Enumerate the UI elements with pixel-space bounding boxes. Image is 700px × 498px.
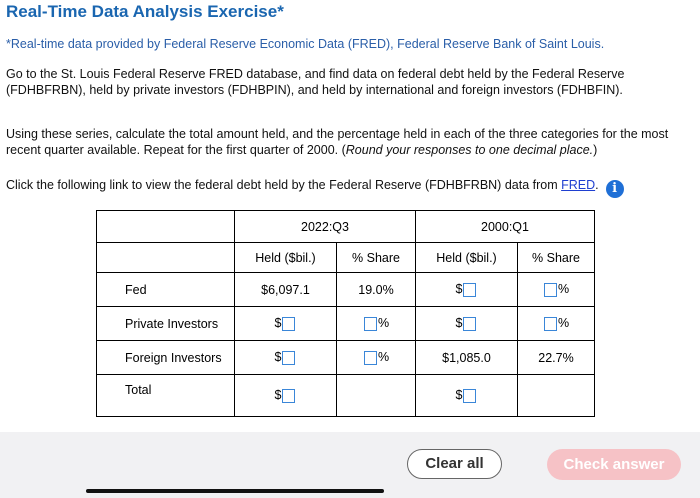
private-share-2000-cell [518,307,595,341]
check-answer-button[interactable]: Check answer [547,449,681,480]
header-period-2000: 2000:Q1 [416,211,595,243]
foreign-share-2022-input[interactable] [364,351,377,365]
total-held-2000-input[interactable] [463,389,476,403]
header-held-2000: Held ($bil.) [416,243,518,273]
table-row-private [97,307,595,341]
total-share-2022-cell [337,375,416,417]
source-note: *Real-time data provided by Federal Reserve Economic Data (FRED), Federal Reserve Bank of Saint Louis. [6,37,605,51]
row-label: Foreign Investors [97,341,235,375]
percent-sign: % [557,282,570,297]
row-label: Fed [97,273,235,307]
instructions-paragraph: Go to the St. Louis Federal Reserve FRED database, and find data on federal debt held by the Federal Reserve (FDHBFRBN), held by private investors (FDHBPIN), and held by international and foreign investors (FDHBFIN). [6,67,625,97]
fed-held-2022: $6,097.1 [235,273,337,307]
total-held-2000-cell [416,375,518,417]
total-held-2022-cell [235,375,337,417]
percent-sign: % [377,316,390,331]
task-text: Using these series, calculate the total amount held, and the percentage held in each of the three categories for the most recent quarter available. Repeat for the first quarter of 2000. ( [6,127,669,157]
private-share-2022-cell [337,307,416,341]
table-row-fed [97,273,595,307]
foreign-held-2022-input[interactable] [282,351,295,365]
fed-share-2000-input[interactable] [544,283,557,297]
row-label: Total [97,375,235,417]
private-held-2000-cell [416,307,518,341]
task-paragraph [6,126,671,158]
fed-share-2022: 19.0% [337,273,416,307]
fred-link[interactable]: FRED [561,178,596,192]
rounding-instruction: Round your responses to one decimal place. [345,143,594,157]
percent-sign: % [557,316,570,331]
dollar-sign: $ [455,388,463,403]
dollar-sign: $ [274,388,282,403]
total-share-2000-cell [518,375,595,417]
page-title: Real-Time Data Analysis Exercise* [6,2,284,21]
private-held-2022-input[interactable] [282,317,295,331]
header-period-2022: 2022:Q3 [235,211,416,243]
row-label: Private Investors [97,307,235,341]
private-share-2000-input[interactable] [544,317,557,331]
home-indicator [86,489,384,493]
fed-held-2000-cell [416,273,518,307]
debt-table [96,210,595,417]
private-held-2000-input[interactable] [463,317,476,331]
foreign-share-2022-cell [337,341,416,375]
fed-share-2000-cell [518,273,595,307]
private-held-2022-cell [235,307,337,341]
table-row-foreign [97,341,595,375]
dollar-sign: $ [274,350,282,365]
dollar-sign: $ [455,282,463,297]
foreign-held-2000: $1,085.0 [416,341,518,375]
header-share-2000: % Share [518,243,595,273]
clear-all-button[interactable]: Clear all [407,449,502,479]
total-held-2022-input[interactable] [282,389,295,403]
link-period: . [595,178,599,192]
header-share-2022: % Share [337,243,416,273]
link-paragraph [6,177,671,198]
table-row-total [97,375,595,417]
dollar-sign: $ [455,316,463,331]
private-share-2022-input[interactable] [364,317,377,331]
percent-sign: % [377,350,390,365]
header-empty-cell [97,211,235,243]
foreign-held-2022-cell [235,341,337,375]
link-intro-text: Click the following link to view the federal debt held by the Federal Reserve (FDHBFRBN) data from [6,178,562,192]
task-text-end: ) [593,143,598,157]
info-icon[interactable]: i [606,180,624,198]
dollar-sign: $ [274,316,282,331]
header-held-2022: Held ($bil.) [235,243,337,273]
header-empty-cell [97,243,235,273]
foreign-share-2000: 22.7% [518,341,595,375]
fed-held-2000-input[interactable] [463,283,476,297]
